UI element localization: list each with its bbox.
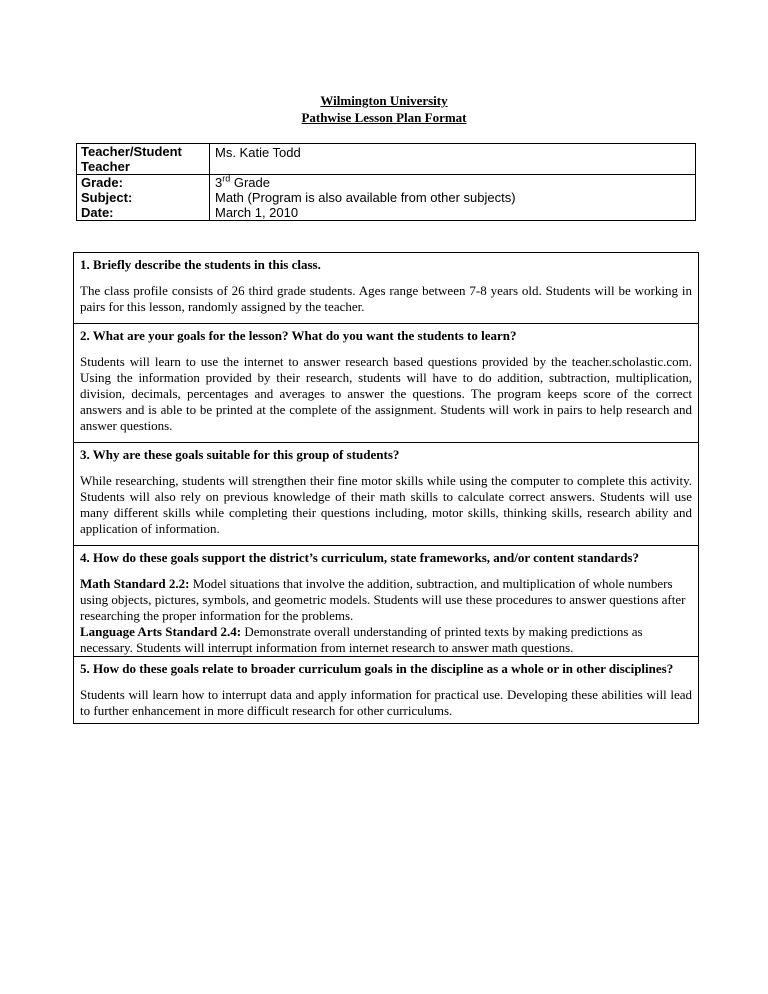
details-labels <box>77 175 210 221</box>
date-value: March 1, 2010 <box>215 205 299 220</box>
lesson-info-table <box>76 143 696 221</box>
question-4-title: 4. How do these goals support the district’s curriculum, state frameworks, and/or content standards? <box>80 550 639 565</box>
question-3-title: 3. Why are these goals suitable for this group of students? <box>80 447 400 462</box>
math-standard: Math Standard 2.2: Model situations that involve the addition, subtraction, and multiplication of whole numbers using objects, pictures, symbols, and geometric models. Students will use these procedures to answer questions after researching the proper information for the problems. <box>80 576 686 623</box>
question-1-title: 1. Briefly describe the students in this class. <box>80 257 321 272</box>
grade-label: Grade: <box>81 175 123 190</box>
teacher-label: Teacher/Student Teacher <box>77 144 210 175</box>
question-2-title: 2. What are your goals for the lesson? What do you want the students to learn? <box>80 328 517 343</box>
question-5-answer: Students will learn how to interrupt data and apply information for practical use. Developing these abilities will lead to further enhancement in more difficult research for other curriculums. <box>80 687 692 718</box>
question-3-answer: While researching, students will strengthen their fine motor skills while using the computer to complete this activity. Students will also rely on previous knowledge of their math skills to calculate correct answers. Students will use many different skills while completing their questions including, motor skills, thinking skills, research ability and application of information. <box>80 473 692 536</box>
question-3 <box>74 442 698 545</box>
grade-value: 3rd Grade <box>215 173 270 190</box>
teacher-row <box>77 144 696 175</box>
questions-box <box>73 252 699 724</box>
subject-value: Math (Program is also available from other subjects) <box>215 190 516 205</box>
subject-label: Subject: <box>81 190 133 205</box>
institution-name: Wilmington University <box>320 93 448 108</box>
question-1 <box>74 253 698 323</box>
question-2-answer: Students will learn to use the internet to answer research based questions provided by the teacher.scholastic.com. Using the information provided by their research, students will have to do addition, subtraction, multiplication, division, decimals, percentages and averages to answer the questions. The program keeps score of the correct answers and is able to be printed at the complete of the assignment. Students will work in pairs to help research and answer questions. <box>80 354 692 433</box>
language-arts-standard: Language Arts Standard 2.4: Demonstrate overall understanding of printed texts by making predictions as necessary. Students will interrupt information from internet research to answer math questions. <box>80 624 643 655</box>
details-row <box>77 175 696 221</box>
teacher-value: Ms. Katie Todd <box>210 144 696 175</box>
date-label: Date: <box>81 205 114 220</box>
format-title: Pathwise Lesson Plan Format <box>301 110 467 125</box>
question-4 <box>74 545 698 656</box>
question-2 <box>74 323 698 442</box>
question-5 <box>74 656 698 723</box>
document-header <box>0 92 768 126</box>
question-1-answer: The class profile consists of 26 third grade students. Ages range between 7-8 years old. Students will be working in pairs for this lesson, randomly assigned by the teacher. <box>80 283 692 314</box>
question-5-title: 5. How do these goals relate to broader curriculum goals in the discipline as a whole or in other disciplines? <box>80 661 674 676</box>
details-values <box>210 175 696 221</box>
